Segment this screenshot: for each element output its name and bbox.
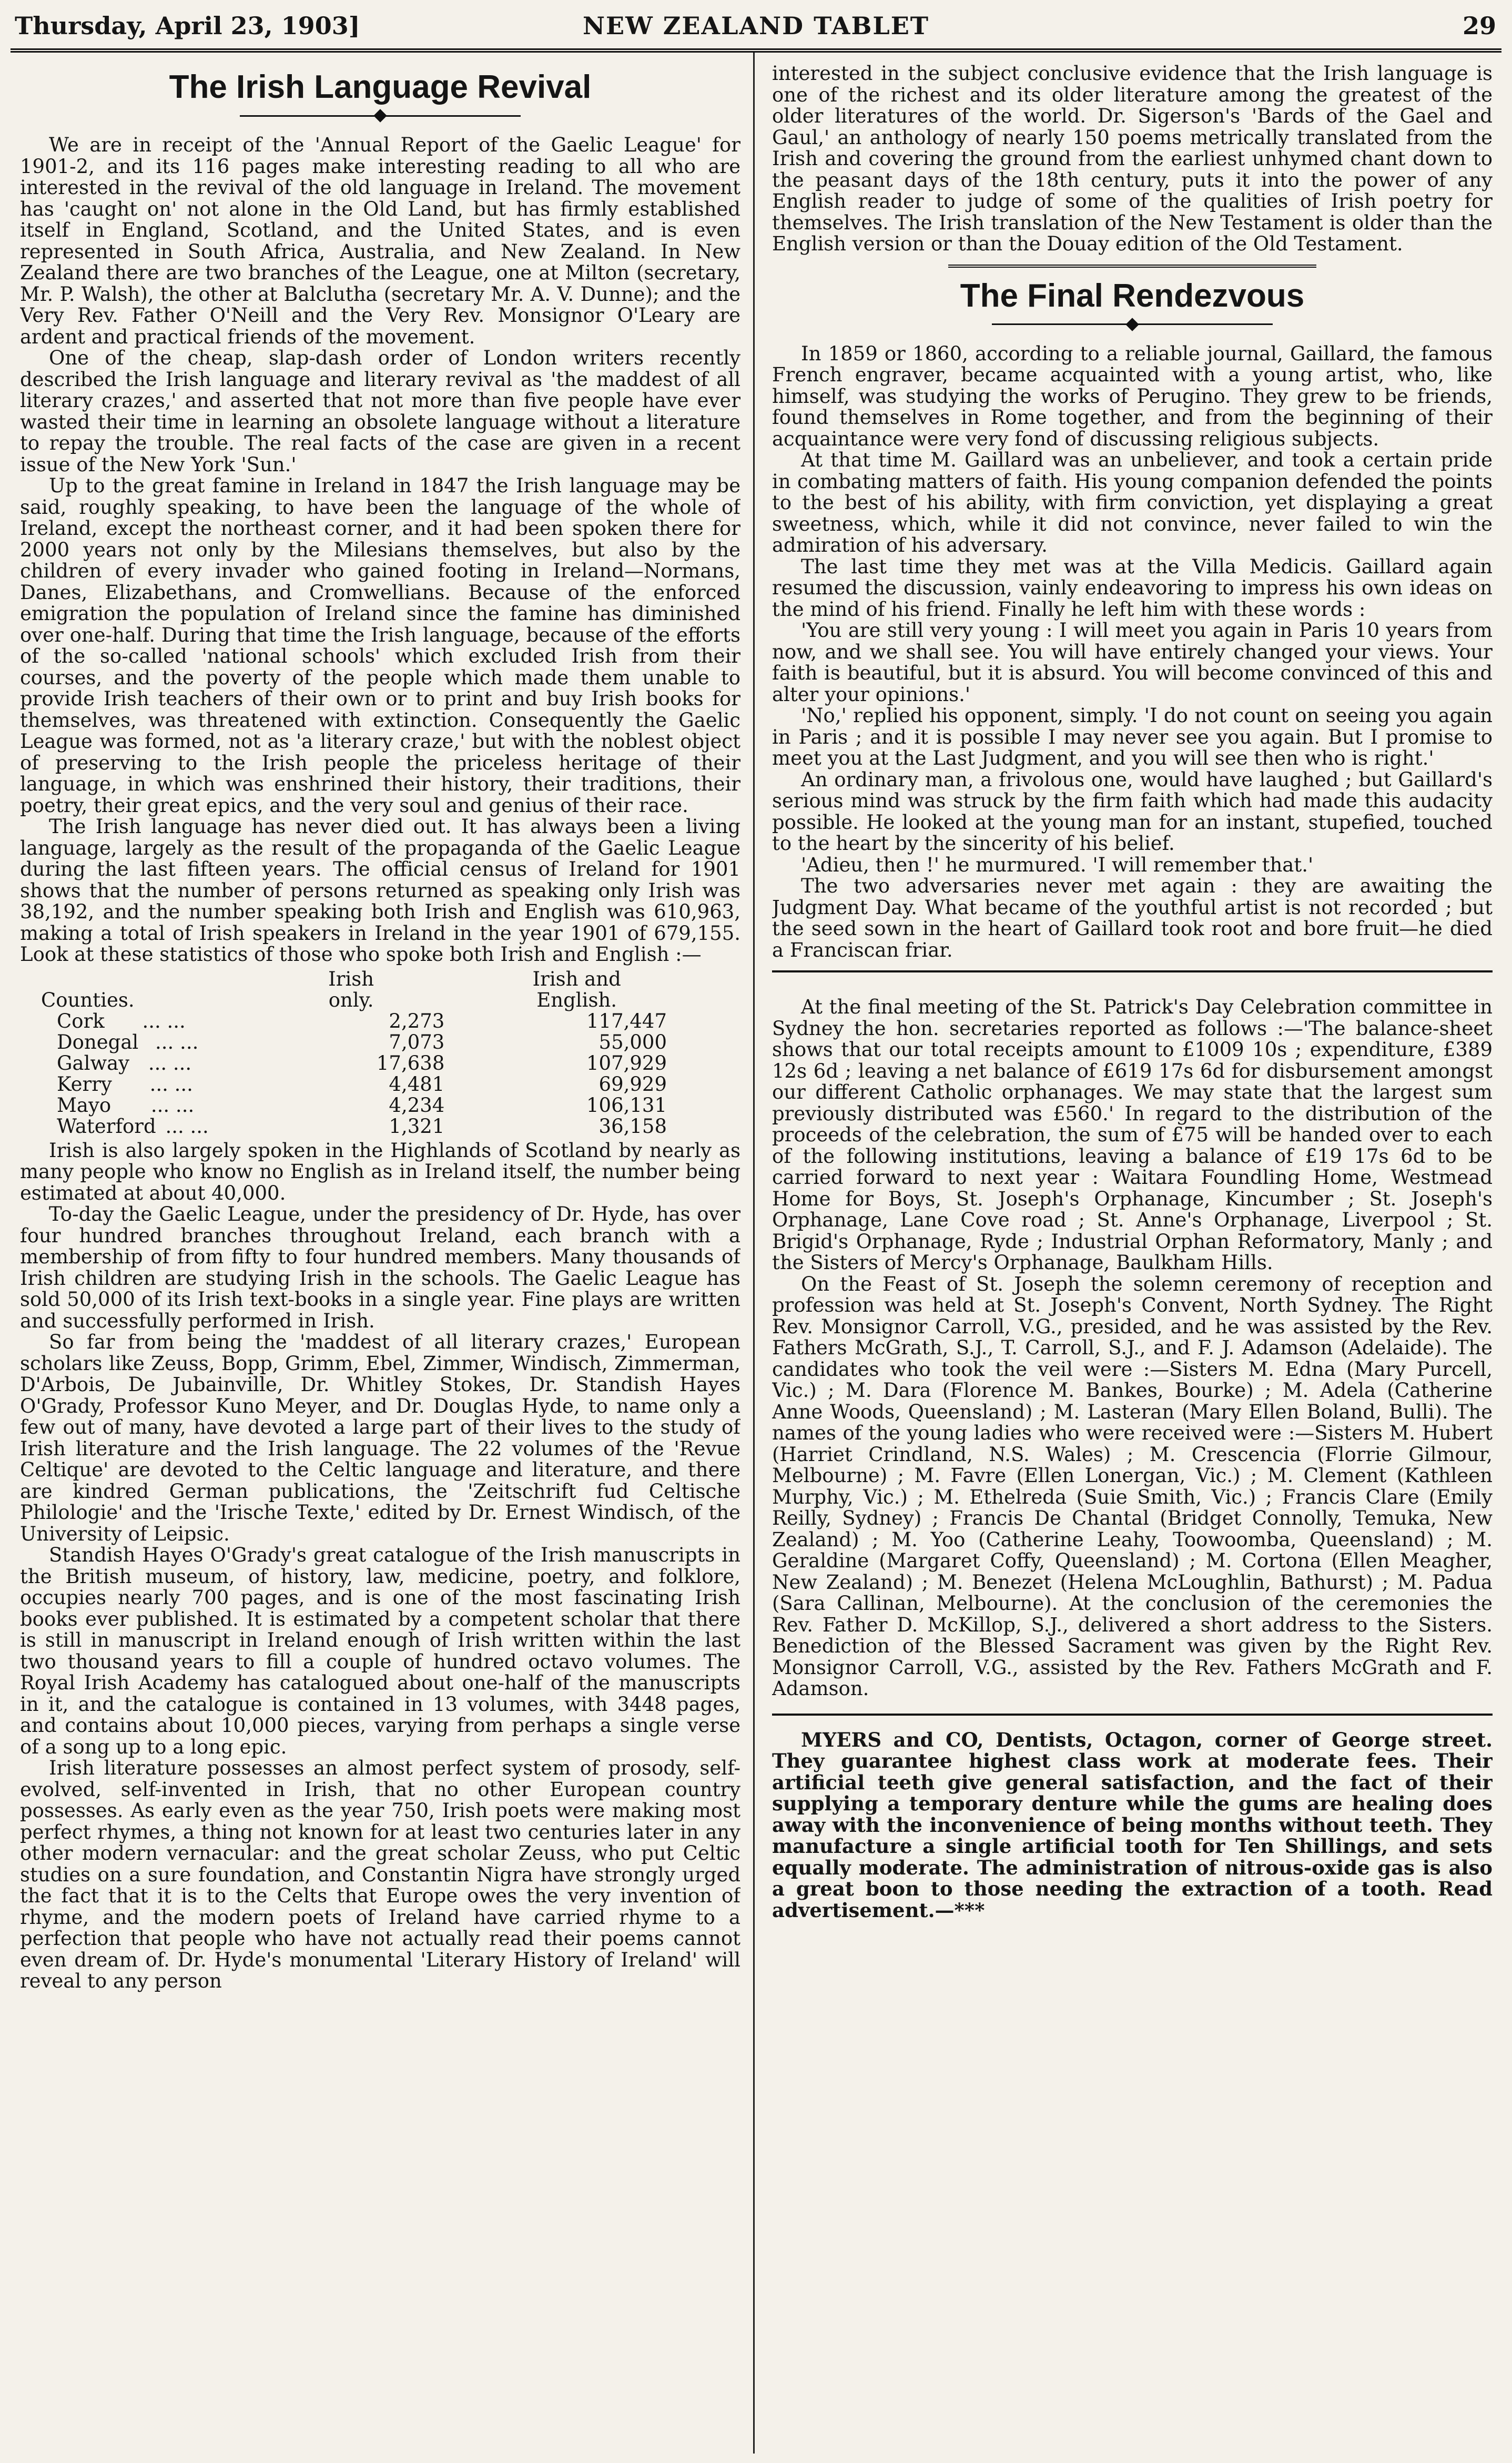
leader-dots: ... ... xyxy=(165,1114,209,1138)
irish-only-value: 2,273 xyxy=(389,1009,445,1032)
advertisement-text: MYERS and CO, Dentists, Octagon, corner of George street. They guarantee highest class work at moderate fees. Their artificial teeth give general satisfaction, and the fact of their supplying a temporary denture while the gums are healing does away with the inconvenience of being months without teeth. They manufacture a single artificial tooth for Ten Shillings, and sets equally moderate. The administration of nitrous-oxide gas is also a great boon to those needing the extraction of a tooth. Read advertisement.—*** xyxy=(772,1728,1493,1922)
leader-dots: ... ... xyxy=(149,1072,193,1096)
irish-only-value: 7,073 xyxy=(389,1030,445,1053)
sydney-paragraph-1: At the final meeting of the St. Patrick's Day Celebration committee in Sydney the hon. secretaries reported as follows :—'The balance-sheet shows that our total receipts amount to £1009 10s ; expenditure, £389 12s 6d ; leaving a net balance of £619 17s 6d for disbursement amongst our different Catholic orphanages. We may state that the largest sum previously distributed was £560.' In regard to the distribution of the proceeds of the celebration, the sum of £75 will be handed over to each of the following institutions, leaving a balance of £19 17s 6d to be carried forward to next year : Waitara Foundling Home, Westmead Home for Boys, St. Joseph's Orphanage, Kincumber ; St. Joseph's Orphanage, Lane Cove road ; St. Anne's Orphanage, Liverpool ; St. Brigid's Orphanage, Ryde ; Industrial Orphan Reformatory, Manly ; and the Sisters of Mercy's Orphanage, Baulkham Hills. xyxy=(772,996,1493,1274)
county-name: Kerry xyxy=(57,1072,112,1096)
county-name: Donegal xyxy=(57,1030,139,1053)
col-both-head-1: Irish and xyxy=(532,967,621,990)
dentist-advertisement xyxy=(772,1714,1493,1921)
rendezvous-paragraph-8: The two adversaries never met again : they are awaiting the Judgment Day. What became of the youthful artist is not recorded ; but the seed sown in the heart of Gaillard took root and bore fruit—he died a Franciscan friar. xyxy=(772,875,1493,961)
col-irish-head-2: only. xyxy=(328,988,374,1011)
irish-continuation: interested in the subject conclusive evidence that the Irish language is one of the richest and its older literature among the greatest of the older literatures of the world. Dr. Sigerson's 'Bards of the Gael and Gaul,' an anthology of nearly 150 poems metrically translated from the Irish and covering the ground from the earliest unhymed chant down to the peasant days of the 18th century, puts it into the power of any English reader to judge of some of the qualities of Irish poetry for themselves. The Irish translation of the New Testament is older than the English version or than the Douay edition of the Old Testament. xyxy=(772,63,1493,255)
col-counties-head: Counties. xyxy=(41,988,135,1011)
irish-paragraph-1: We are in receipt of the 'Annual Report of the Gaelic League' for 1901-2, and its 116 pages make interesting reading to all who are interested in the revival of the old language in Ireland. The movement has 'caught on' not alone in the Old Land, but has firmly established itself in England, Scotland, and the United States, and is even represented in South Africa, Australia, and New Zealand. In New Zealand there are two branches of the League, one at Milton (secretary, Mr. P. Walsh), the other at Balclutha (secretary Mr. A. V. Dunne); and the Very Rev. Father O'Neill and the Very Rev. Monsignor O'Leary are ardent and practical friends of the movement. xyxy=(20,134,740,348)
rendezvous-paragraph-5: 'No,' replied his opponent, simply. 'I do not count on seeing you again in Paris ; and it is possible I may never see you again. But I promise to meet you at the Last Judgment, and you will see then who is right.' xyxy=(772,704,1493,769)
right-column xyxy=(772,63,1493,2454)
county-name: Mayo xyxy=(57,1093,111,1117)
title-ornament xyxy=(772,316,1493,332)
irish-article-title: The Irish Language Revival xyxy=(169,69,592,105)
table-row xyxy=(41,1032,714,1053)
rendezvous-paragraph-6: An ordinary man, a frivolous one, would have laughed ; but Gaillard's serious mind was struck by the firm faith which had made this audacity possible. He looked at the young man for an instant, stupefied, touched to the heart by the sincerity of his belief. xyxy=(772,768,1493,855)
census-table xyxy=(41,969,714,1137)
leader-dots: ... ... xyxy=(142,1009,186,1032)
page-header xyxy=(11,7,1501,49)
page-number: 29 xyxy=(1462,12,1496,40)
irish-only-value: 1,321 xyxy=(389,1114,445,1138)
table-row xyxy=(41,1053,714,1074)
title-ornament xyxy=(20,107,740,123)
table-row xyxy=(41,1116,714,1137)
header-rule xyxy=(11,48,1501,53)
irish-only-value: 4,481 xyxy=(389,1072,445,1096)
irish-english-value: 55,000 xyxy=(598,1030,667,1053)
rendezvous-title: The Final Rendezvous xyxy=(960,277,1305,314)
county-name: Galway xyxy=(57,1051,130,1075)
irish-paragraph-4: The Irish language has never died out. It has always been a living language, largely as the result of the propaganda of the Gaelic League during the last fifteen years. The official census of Ireland for 1901 shows that the number of persons returned as speaking only Irish was 38,192, and the number speaking both Irish and English was 610,963, making a total of Irish speakers in Ireland in the year 1901 of 679,155. Look at these statistics of those who spoke both Irish and English :— xyxy=(20,815,740,966)
rendezvous-paragraph-7: 'Adieu, then !' he murmured. 'I will remember that.' xyxy=(801,853,1314,876)
col-both-head-2: English. xyxy=(536,988,617,1011)
irish-english-value: 69,929 xyxy=(598,1072,667,1096)
leader-dots: ... ... xyxy=(150,1093,195,1117)
irish-paragraph-2: One of the cheap, slap-dash order of London writers recently described the Irish language and literary revival as 'the maddest of all literary crazes,' and asserted that not more than five people have ever wasted their time in learning an obsolete language without a literature to repay the trouble. The real facts of the case are given in a recent issue of the New York 'Sun.' xyxy=(20,347,740,476)
table-header-row xyxy=(41,990,714,1011)
rendezvous-paragraph-1: In 1859 or 1860, according to a reliable journal, Gaillard, the famous French engraver, became acquainted with a young artist, who, like himself, was studying the works of Perugino. They grew to be friends, found themselves in Rome together, and from the beginning of their acquaintance were very fond of discussing religious subjects. xyxy=(772,342,1493,450)
left-column xyxy=(20,63,740,2454)
county-name: Waterford xyxy=(57,1114,156,1138)
irish-english-value: 117,447 xyxy=(586,1009,667,1032)
publication-title: NEW ZEALAND TABLET xyxy=(582,12,930,40)
irish-paragraph-9: Irish literature possesses an almost perfect system of prosody, self-evolved, self-invented in Irish, that no other European country possesses. As early even as the year 750, Irish poets were making most perfect rhymes, a thing not known for at least two centuries later in any other modern vernacular: and the great scholar Zeuss, who put Celtic studies on a sure foundation, and Constantin Nigra have strongly urged the fact that it is to the Celts that Europe owes the very invention of rhyme, and the modern poets of Ireland have carried rhyme to a perfection that people who have not actually read their poems cannot even dream of. Dr. Hyde's monumental 'Literary History of Ireland' will reveal to any person xyxy=(20,1757,740,1992)
col-irish-head-1: Irish xyxy=(328,967,374,990)
leader-dots: ... ... xyxy=(155,1030,199,1053)
rendezvous-paragraph-4: 'You are still very young : I will meet you again in Paris 10 years from now, and we shall see. You will have entirely changed your views. Your faith is beautiful, but it is absurd. You will become convinced of this and alter your opinions.' xyxy=(772,619,1493,706)
table-row xyxy=(41,1095,714,1116)
irish-paragraph-7: So far from being the 'maddest of all literary crazes,' European scholars like Zeuss, Bopp, Grimm, Ebel, Zimmer, Windisch, Zimmerman, D'Arbois, De Jubainville, Dr. Whitley Stokes, Dr. Standish Hayes O'Grady, Professor Kuno Meyer, and Dr. Douglas Hyde, to name only a few out of many, have devoted a large part of their lives to the study of Irish literature and the Irish language. The 22 volumes of the 'Revue Celtique' are devoted to the Celtic language and literature, and there are kindred German publications, the 'Zeitschrift fud Celtische Philologie' and the 'Irische Texte,' edited by Dr. Ernest Windisch, of the University of Leipsic. xyxy=(20,1331,740,1545)
irish-english-value: 107,929 xyxy=(586,1051,667,1075)
irish-paragraph-3: Up to the great famine in Ireland in 1847 the Irish language may be said, roughly speaking, to have been the language of the whole of Ireland, except the northeast corner, and it had been spoken there for 2000 years not only by the Milesians themselves, but also by the children of every invader who gained footing in Ireland—Normans, Danes, Elizabethans, and Cromwellians. Because of the enforced emigration the population of Ireland since the famine has diminished over one-half. During that time the Irish language, because of the efforts of the so-called 'national schools' which excluded Irish from their courses, and the poverty of the people which made them unable to provide Irish teachers of their own or to print and buy Irish books for themselves, was threatened with extinction. Consequently the Gaelic League was formed, not as 'a literary craze,' but with the noblest object of preserving to the Irish people the priceless heritage of their language, in which was enshrined their history, their traditions, their poetry, their great epics, and the very soul and genius of their race. xyxy=(20,474,740,817)
table-header-row xyxy=(41,969,714,990)
sydney-paragraph-2: On the Feast of St. Joseph the solemn ceremony of reception and profession was held at St. Joseph's Convent, North Sydney. The Right Rev. Monsignor Carroll, V.G., presided, and he was assisted by the Rev. Fathers McGrath, S.J., T. Carroll, S.J., and F. J. Adamson (Adelaide). The candidates who took the veil were :—Sisters M. Edna (Mary Purcell, Vic.) ; M. Dara (Florence M. Bankes, Bourke) ; M. Adela (Catherine Anne Woods, Queensland) ; M. Lasteran (Mary Ellen Boland, Bulli). The names of the young ladies who were received were :—Sisters M. Hubert (Harriet Crindland, N.S. Wales) ; M. Crescencia (Florrie Gilmour, Melbourne) ; M. Favre (Ellen Lonergan, Vic.) ; M. Clement (Kathleen Murphy, Vic.) ; M. Ethelreda (Suie Smith, Vic.) ; Francis Clare (Emily Reilly, Sydney) ; Francis De Chantal (Bridget Connolly, Temuka, New Zealand) ; M. Yoo (Catherine Leahy, Toowoomba, Queensland) ; M. Geraldine (Margaret Coffy, Queensland) ; M. Cortona (Ellen Meagher, New Zealand) ; M. Benezet (Helena McLoughlin, Bathurst) ; M. Padua (Sara Callinan, Melbourne). At the conclusion of the ceremonies the Rev. Father D. McKillop, S.J., delivered a short address to the Sisters. Benediction of the Blessed Sacrament was given by the Right Rev. Monsignor Carroll, V.G., assisted by the Rev. Fathers McGrath and F. Adamson. xyxy=(772,1272,1493,1700)
rendezvous-paragraph-2: At that time M. Gaillard was an unbeliever, and took a certain pride in combating matters of faith. His young companion defended the points to the best of his ability, with firm conviction, yet displaying a great sweetness, which, while it did not convince, never failed to win the admiration of his adversary. xyxy=(772,449,1493,556)
rendezvous-paragraph-3: The last time they met was at the Villa Medicis. Gaillard again resumed the discussion, vainly endeavoring to impress his own ideas on the mind of his friend. Finally he left him with these words : xyxy=(772,555,1493,621)
table-row xyxy=(41,1011,714,1032)
article-separator xyxy=(948,265,1316,268)
leader-dots: ... ... xyxy=(148,1051,192,1075)
irish-paragraph-8: Standish Hayes O'Grady's great catalogue of the Irish manuscripts in the British museum, of history, law, medicine, poetry, and folklore, occupies nearly 700 pages, and is one of the most fascinating Irish books ever published. It is estimated by a competent scholar that there is still in manuscript in Ireland enough of Irish written within the last two thousand years to fill a couple of hundred octavo volumes. The Royal Irish Academy has catalogued about one-half of the manuscripts in it, and the catalogue is contained in 13 volumes, with 3448 pages, and contains about 10,000 pieces, varying from perhaps a single verse of a song up to a long epic. xyxy=(20,1544,740,1758)
irish-paragraph-6: To-day the Gaelic League, under the presidency of Dr. Hyde, has over four hundred branches throughout Ireland, each branch with a membership of from fifty to four hundred members. Many thousands of Irish children are studying Irish in the schools. The Gaelic League has sold 50,000 of its Irish text-books in a single year. Fine plays are written and successfully performed in Irish. xyxy=(20,1203,740,1332)
irish-english-value: 36,158 xyxy=(598,1114,667,1138)
irish-english-value: 106,131 xyxy=(586,1093,667,1117)
irish-only-value: 4,234 xyxy=(389,1093,445,1117)
table-row xyxy=(41,1074,714,1095)
county-name: Cork xyxy=(57,1009,105,1032)
irish-paragraph-5: Irish is also largely spoken in the Highlands of Scotland by nearly as many people who know no English as in Ireland itself, the number being estimated at about 40,000. xyxy=(20,1139,740,1204)
issue-date: Thursday, April 23, 1903] xyxy=(15,12,360,40)
section-separator xyxy=(772,970,1493,972)
column-divider xyxy=(753,53,755,2454)
irish-only-value: 17,638 xyxy=(376,1051,445,1075)
